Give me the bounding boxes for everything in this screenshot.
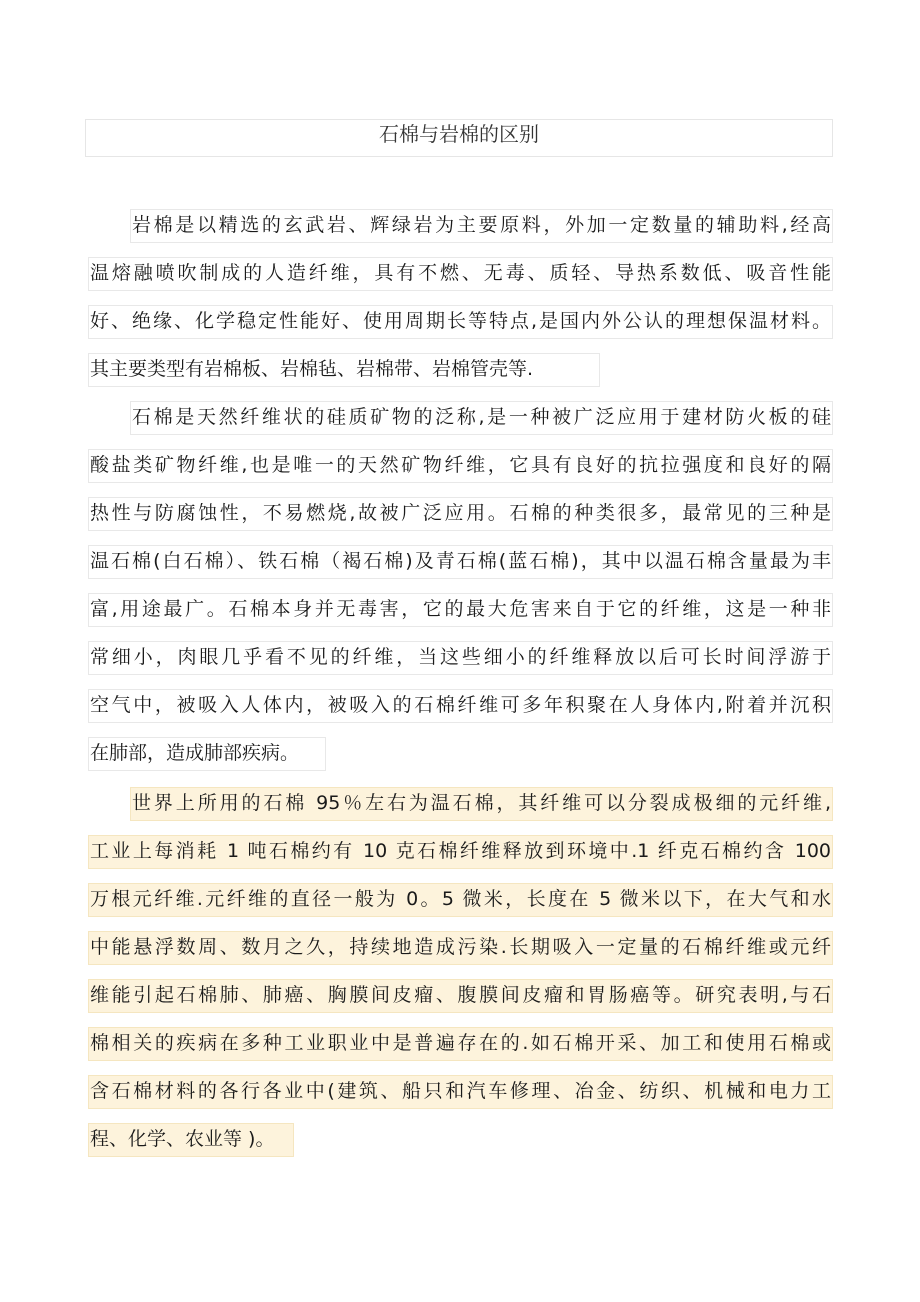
line-text: 酸盐类矿物纤维,也是唯一的天然矿物纤维，它具有良好的抗拉强度和良好的隔 <box>88 449 833 483</box>
document-title: 石棉与岩棉的区别 <box>85 119 833 157</box>
paragraph-line <box>88 737 833 785</box>
paragraph-asbestos <box>88 401 833 785</box>
paragraph-line <box>88 497 833 545</box>
paragraph-line <box>88 979 833 1027</box>
paragraph-asbestos-fibers <box>88 787 833 1171</box>
line-text: 温石棉(白石棉）、铁石棉（褐石棉)及青石棉(蓝石棉)，其中以温石棉含量最为丰 <box>88 545 833 579</box>
line-text: 中能悬浮数周、数月之久，持续地造成污染.长期吸入一定量的石棉纤维或元纤 <box>88 931 833 965</box>
line-text: 棉相关的疾病在多种工业职业中是普遍存在的.如石棉开采、加工和使用石棉或 <box>88 1027 833 1061</box>
paragraph-line <box>88 257 833 305</box>
paragraph-line <box>88 787 833 835</box>
line-text: 常细小，肉眼几乎看不见的纤维，当这些细小的纤维释放以后可长时间浮游于 <box>88 641 833 675</box>
paragraph-line <box>88 545 833 593</box>
paragraph-line <box>88 353 833 401</box>
line-text: 空气中，被吸入人体内，被吸入的石棉纤维可多年积聚在人身体内,附着并沉积 <box>88 689 833 723</box>
paragraph-line <box>88 641 833 689</box>
paragraph-line <box>88 1075 833 1123</box>
line-text: 在肺部，造成肺部疾病。 <box>88 737 326 771</box>
paragraph-rock-wool <box>88 209 833 401</box>
line-text: 工业上每消耗 1 吨石棉约有 10 克石棉纤维释放到环境中.1 纤克石棉约含 100 <box>88 835 833 869</box>
paragraph-line <box>88 209 833 257</box>
paragraph-line <box>88 835 833 883</box>
line-text: 石棉是天然纤维状的硅质矿物的泛称,是一种被广泛应用于建材防火板的硅 <box>130 401 833 435</box>
paragraph-line <box>88 931 833 979</box>
line-text: 维能引起石棉肺、肺癌、胸膜间皮瘤、腹膜间皮瘤和胃肠癌等。研究表明,与石 <box>88 979 833 1013</box>
paragraph-line <box>88 1123 833 1171</box>
paragraph-line <box>88 305 833 353</box>
line-text: 程、化学、农业等 )。 <box>88 1123 294 1157</box>
paragraph-line <box>88 401 833 449</box>
paragraph-line <box>88 883 833 931</box>
paragraph-line <box>88 449 833 497</box>
line-text: 含石棉材料的各行各业中(建筑、船只和汽车修理、冶金、纺织、机械和电力工 <box>88 1075 833 1109</box>
line-text: 万根元纤维.元纤维的直径一般为 0。5 微米，长度在 5 微米以下，在大气和水 <box>88 883 833 917</box>
line-text: 热性与防腐蚀性，不易燃烧,故被广泛应用。石棉的种类很多，最常见的三种是 <box>88 497 833 531</box>
line-text: 好、绝缘、化学稳定性能好、使用周期长等特点,是国内外公认的理想保温材料。 <box>88 305 833 339</box>
line-text: 富,用途最广。石棉本身并无毒害，它的最大危害来自于它的纤维，这是一种非 <box>88 593 833 627</box>
paragraph-line <box>88 689 833 737</box>
paragraph-line <box>88 1027 833 1075</box>
paragraph-line <box>88 593 833 641</box>
line-text: 世界上所用的石棉 95％左右为温石棉，其纤维可以分裂成极细的元纤维, <box>130 787 833 821</box>
line-text: 岩棉是以精选的玄武岩、辉绿岩为主要原料，外加一定数量的辅助料,经高 <box>130 209 833 243</box>
line-text: 温熔融喷吹制成的人造纤维，具有不燃、无毒、质轻、导热系数低、吸音性能 <box>88 257 833 291</box>
line-text: 其主要类型有岩棉板、岩棉毡、岩棉带、岩棉管壳等. <box>88 353 600 387</box>
